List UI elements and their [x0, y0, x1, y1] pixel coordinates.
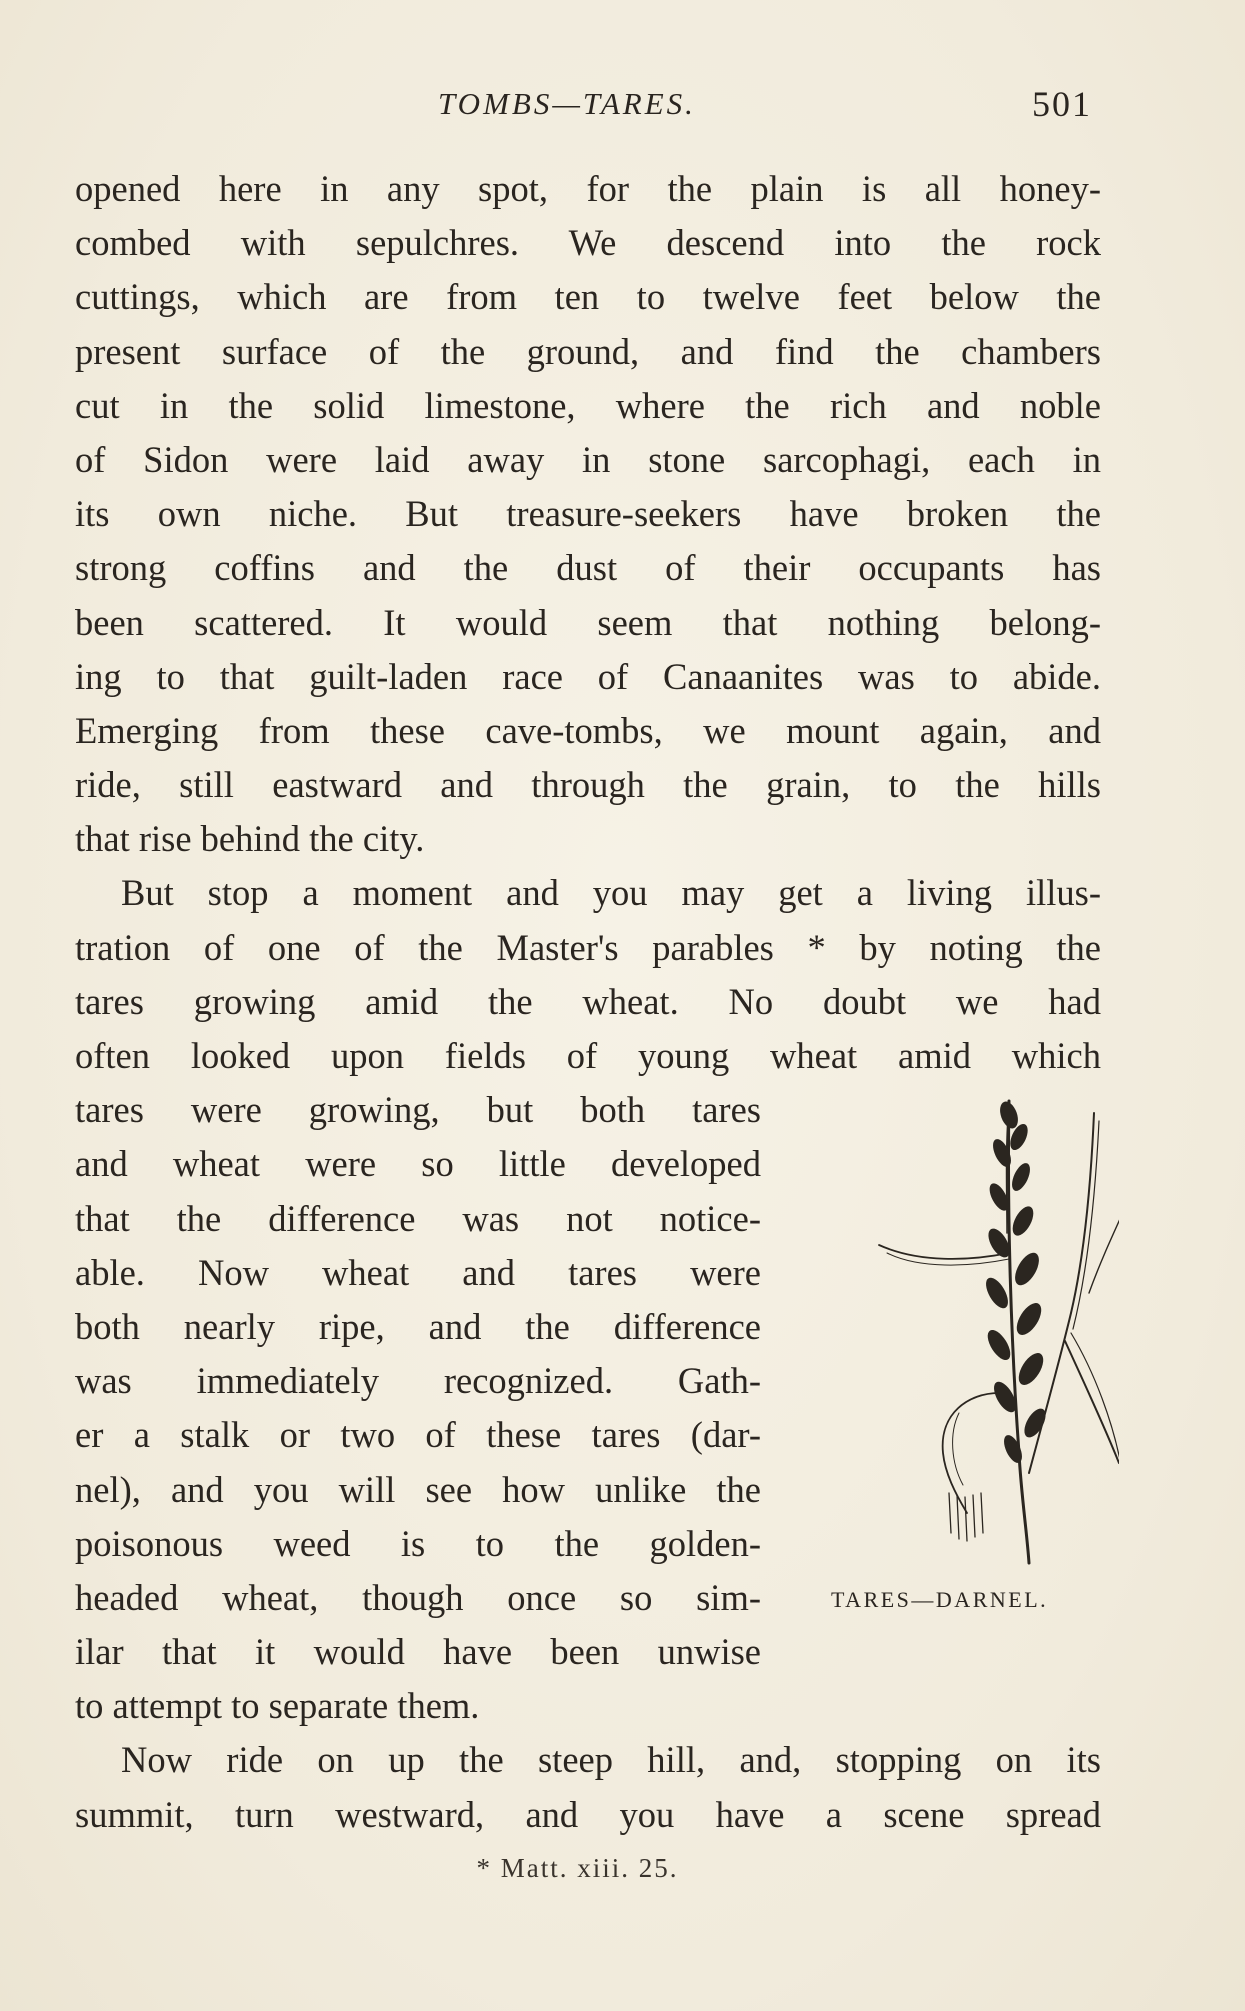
text-line: both nearly ripe, and the difference: [75, 1305, 761, 1347]
wrapped-text: [75, 1083, 761, 1679]
text-line: combed with sepulchres. We descend into the rock: [75, 222, 1101, 264]
text-line: been scattered. It would seem that nothing belong-: [75, 601, 1101, 643]
text-line: often looked upon fields of young wheat amid which: [75, 1035, 1101, 1076]
body-text: [75, 162, 1101, 1842]
text-line: able. Now wheat and tares were: [75, 1251, 761, 1293]
text-line: But stop a moment and you may get a living illus-: [121, 872, 1101, 914]
text-line: poisonous weed is to the golden-: [75, 1522, 761, 1564]
text-line: tration of one of the Master's parables * by noting the: [75, 926, 1101, 968]
text-line: ilar that it would have been unwise: [75, 1631, 761, 1673]
text-line: nel), and you will see how unlike the: [75, 1468, 761, 1510]
text-line: cuttings, which are from ten to twelve feet below the: [75, 276, 1101, 318]
text-line: and wheat were so little developed: [75, 1143, 761, 1185]
text-line: ride, still eastward and through the grain, to the hills: [75, 764, 1101, 806]
tares-darnel-illustration-icon: [859, 1093, 1119, 1573]
text-line: of Sidon were laid away in stone sarcophagi, each in: [75, 438, 1101, 480]
text-line: Emerging from these cave-tombs, we mount again, and: [75, 709, 1101, 751]
text-line: er a stalk or two of these tares (dar-: [75, 1414, 761, 1456]
text-line: that rise behind the city.: [75, 818, 425, 860]
text-line: that the difference was not notice-: [75, 1197, 761, 1239]
figure-caption: TARES—DARNEL.: [831, 1587, 1049, 1613]
footnote: [0, 1853, 1245, 1884]
text-line: tares were growing, but both tares: [75, 1089, 761, 1131]
text-line: headed wheat, though once so sim-: [75, 1576, 761, 1618]
footnote-text: * Matt. xiii. 25.: [476, 1853, 679, 1883]
text-line: Now ride on up the steep hill, and, stopping on its: [121, 1739, 1101, 1781]
text-line: summit, turn westward, and you have a scene spread: [75, 1793, 1101, 1835]
running-title: TOMBS—TARES.: [438, 86, 696, 121]
tares-figure: [799, 1093, 1119, 1633]
text-line: present surface of the ground, and find the chambers: [75, 330, 1101, 372]
page-number: 501: [1032, 84, 1092, 124]
text-line: strong coffins and the dust of their occupants has: [75, 547, 1101, 589]
text-line: cut in the solid limestone, where the rich and noble: [75, 384, 1101, 426]
figure-block: [75, 1083, 1101, 1679]
running-head: [0, 84, 1245, 134]
text-line: opened here in any spot, for the plain is all honey-: [75, 168, 1101, 209]
text-line: to attempt to separate them.: [75, 1685, 480, 1727]
text-line: was immediately recognized. Gath-: [75, 1360, 761, 1402]
text-line: its own niche. But treasure-seekers have broken the: [75, 493, 1101, 535]
text-line: ing to that guilt-laden race of Canaanites was to abide.: [75, 655, 1101, 697]
text-line: tares growing amid the wheat. No doubt we had: [75, 980, 1101, 1022]
